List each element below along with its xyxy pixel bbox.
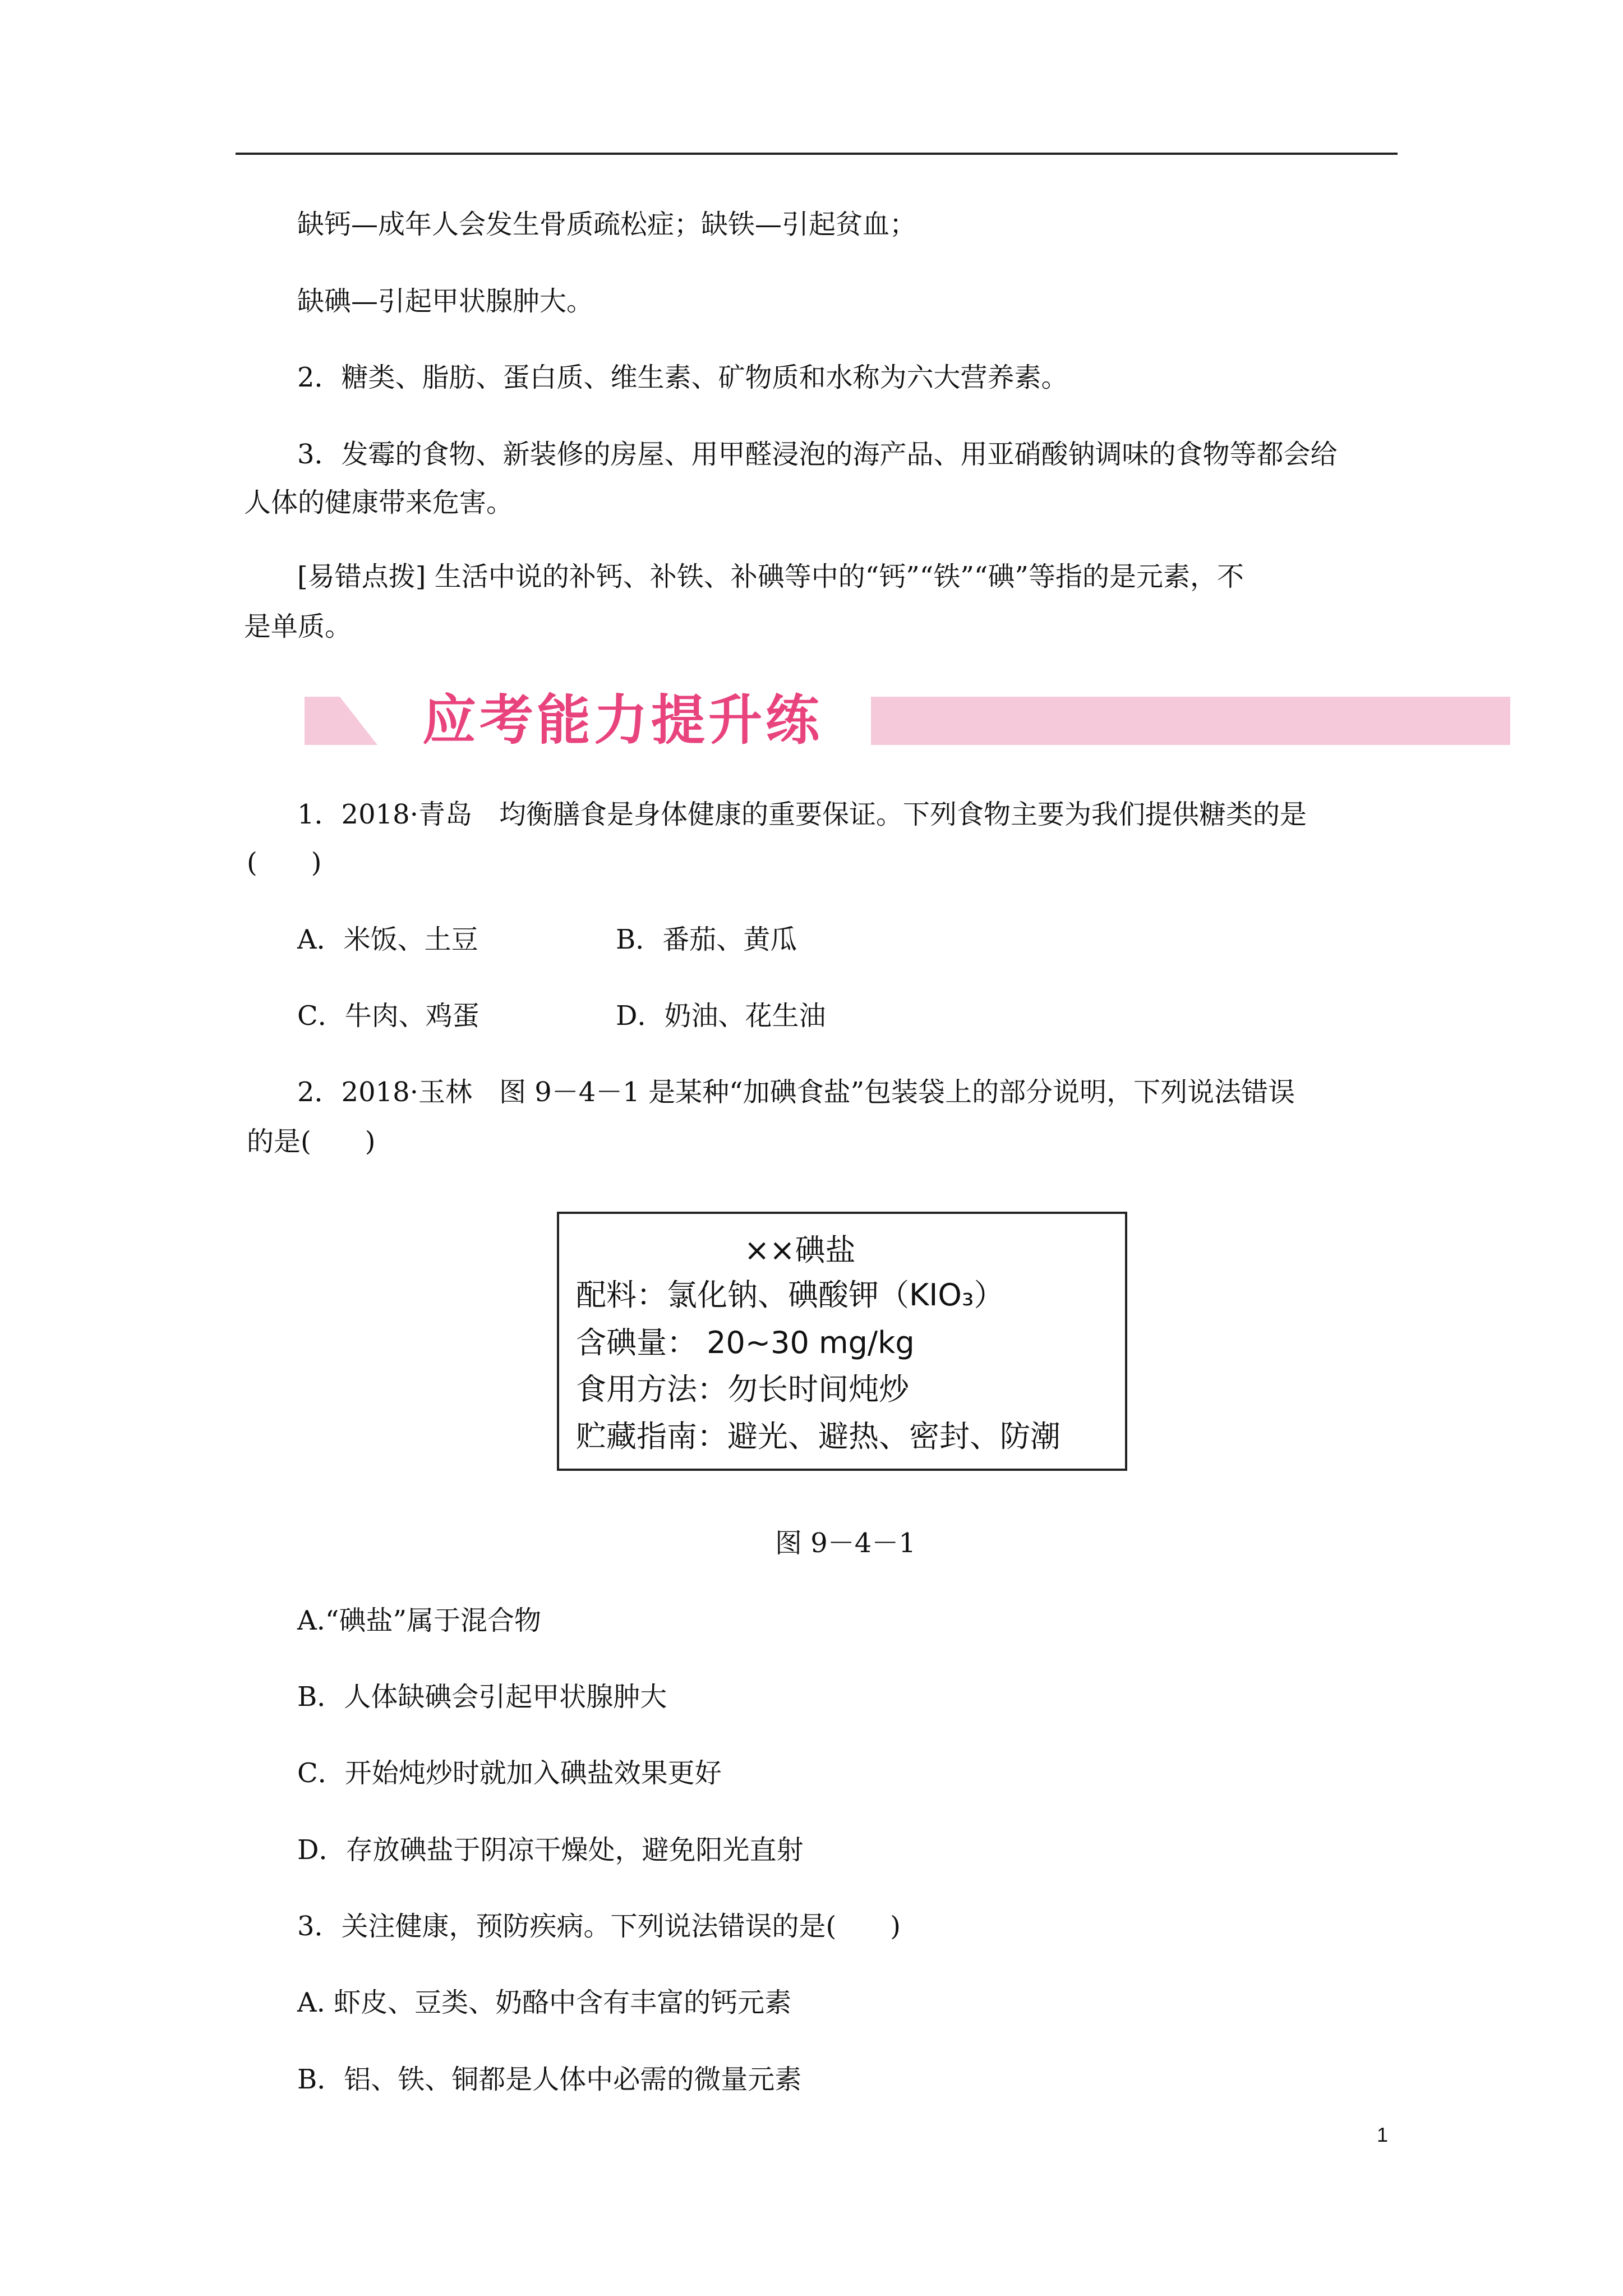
q1-option-b[interactable]: B．番茄、黄瓜 (616, 924, 797, 955)
q3-option-a[interactable]: A. 虾皮、豆类、奶酪中含有丰富的钙元素 (297, 1987, 792, 2018)
banner-band-right (871, 697, 1510, 745)
intro-point-3-line-2: 人体的健康带来危害。 (244, 487, 514, 518)
salt-label-iodine-content: 含碘量： 20~30 mg/kg (576, 1325, 915, 1360)
q2-option-a[interactable]: A.“碘盐”属于混合物 (297, 1605, 542, 1636)
q2-option-d[interactable]: D．存放碘盐于阴凉干燥处，避免阳光直射 (297, 1834, 804, 1866)
banner-title: 应考能力提升练 (422, 689, 823, 752)
q1-stem-line-1: 1．2018·青岛 均衡膳食是身体健康的重要保证。下列食物主要为我们提供糖类的是 (297, 799, 1307, 830)
intro-point-3-line-1: 3．发霉的食物、新装修的房屋、用甲醛浸泡的海产品、用亚硝酸钠调味的食物等都会给 (297, 439, 1338, 470)
q2-stem-line-1: 2．2018·玉林 图 9－4－1 是某种“加碘食盐”包装袋上的部分说明，下列说法错误 (297, 1076, 1295, 1108)
tip-line-1: [易错点拨] 生活中说的补钙、补铁、补碘等中的“钙”“铁”“碘”等指的是元素，不 (297, 561, 1244, 592)
q2-option-c[interactable]: C．开始炖炒时就加入碘盐效果更好 (297, 1757, 722, 1789)
q1-stem-line-2: ( ) (247, 847, 322, 878)
figure-caption: 图 9－4－1 (775, 1527, 916, 1559)
page-number: 1 (1377, 2123, 1389, 2146)
q2-option-b[interactable]: B．人体缺碘会引起甲状腺肿大 (297, 1681, 667, 1713)
tip-line-2: 是单质。 (244, 611, 352, 642)
q1-option-c[interactable]: C．牛肉、鸡蛋 (297, 1000, 479, 1032)
intro-line-2: 缺碘—引起甲状腺肿大。 (297, 286, 594, 317)
salt-label-figure (557, 1212, 1127, 1471)
q3-stem: 3．关注健康，预防疾病。下列说法错误的是( ) (297, 1911, 901, 1942)
intro-point-2: 2．糖类、脂肪、蛋白质、维生素、矿物质和水称为六大营养素。 (297, 362, 1068, 393)
q3-option-b[interactable]: B．铝、铁、铜都是人体中必需的微量元素 (297, 2064, 802, 2095)
intro-line-1: 缺钙—成年人会发生骨质疏松症；缺铁—引起贫血； (297, 209, 917, 240)
q1-option-a[interactable]: A．米饭、土豆 (297, 924, 478, 955)
salt-label-ingredients: 配料：氯化钠、碘酸钾（KIO₃） (576, 1277, 1004, 1313)
q2-stem-line-2: 的是( ) (247, 1126, 376, 1157)
salt-label-usage: 食用方法：勿长时间炖炒 (576, 1372, 909, 1407)
header-rule (236, 153, 1398, 155)
salt-label-storage: 贮藏指南：避光、避热、密封、防潮 (576, 1419, 1061, 1454)
section-banner (305, 691, 1510, 750)
salt-label-title: ××碘盐 (744, 1232, 856, 1268)
q1-option-d[interactable]: D．奶油、花生油 (616, 1000, 826, 1032)
